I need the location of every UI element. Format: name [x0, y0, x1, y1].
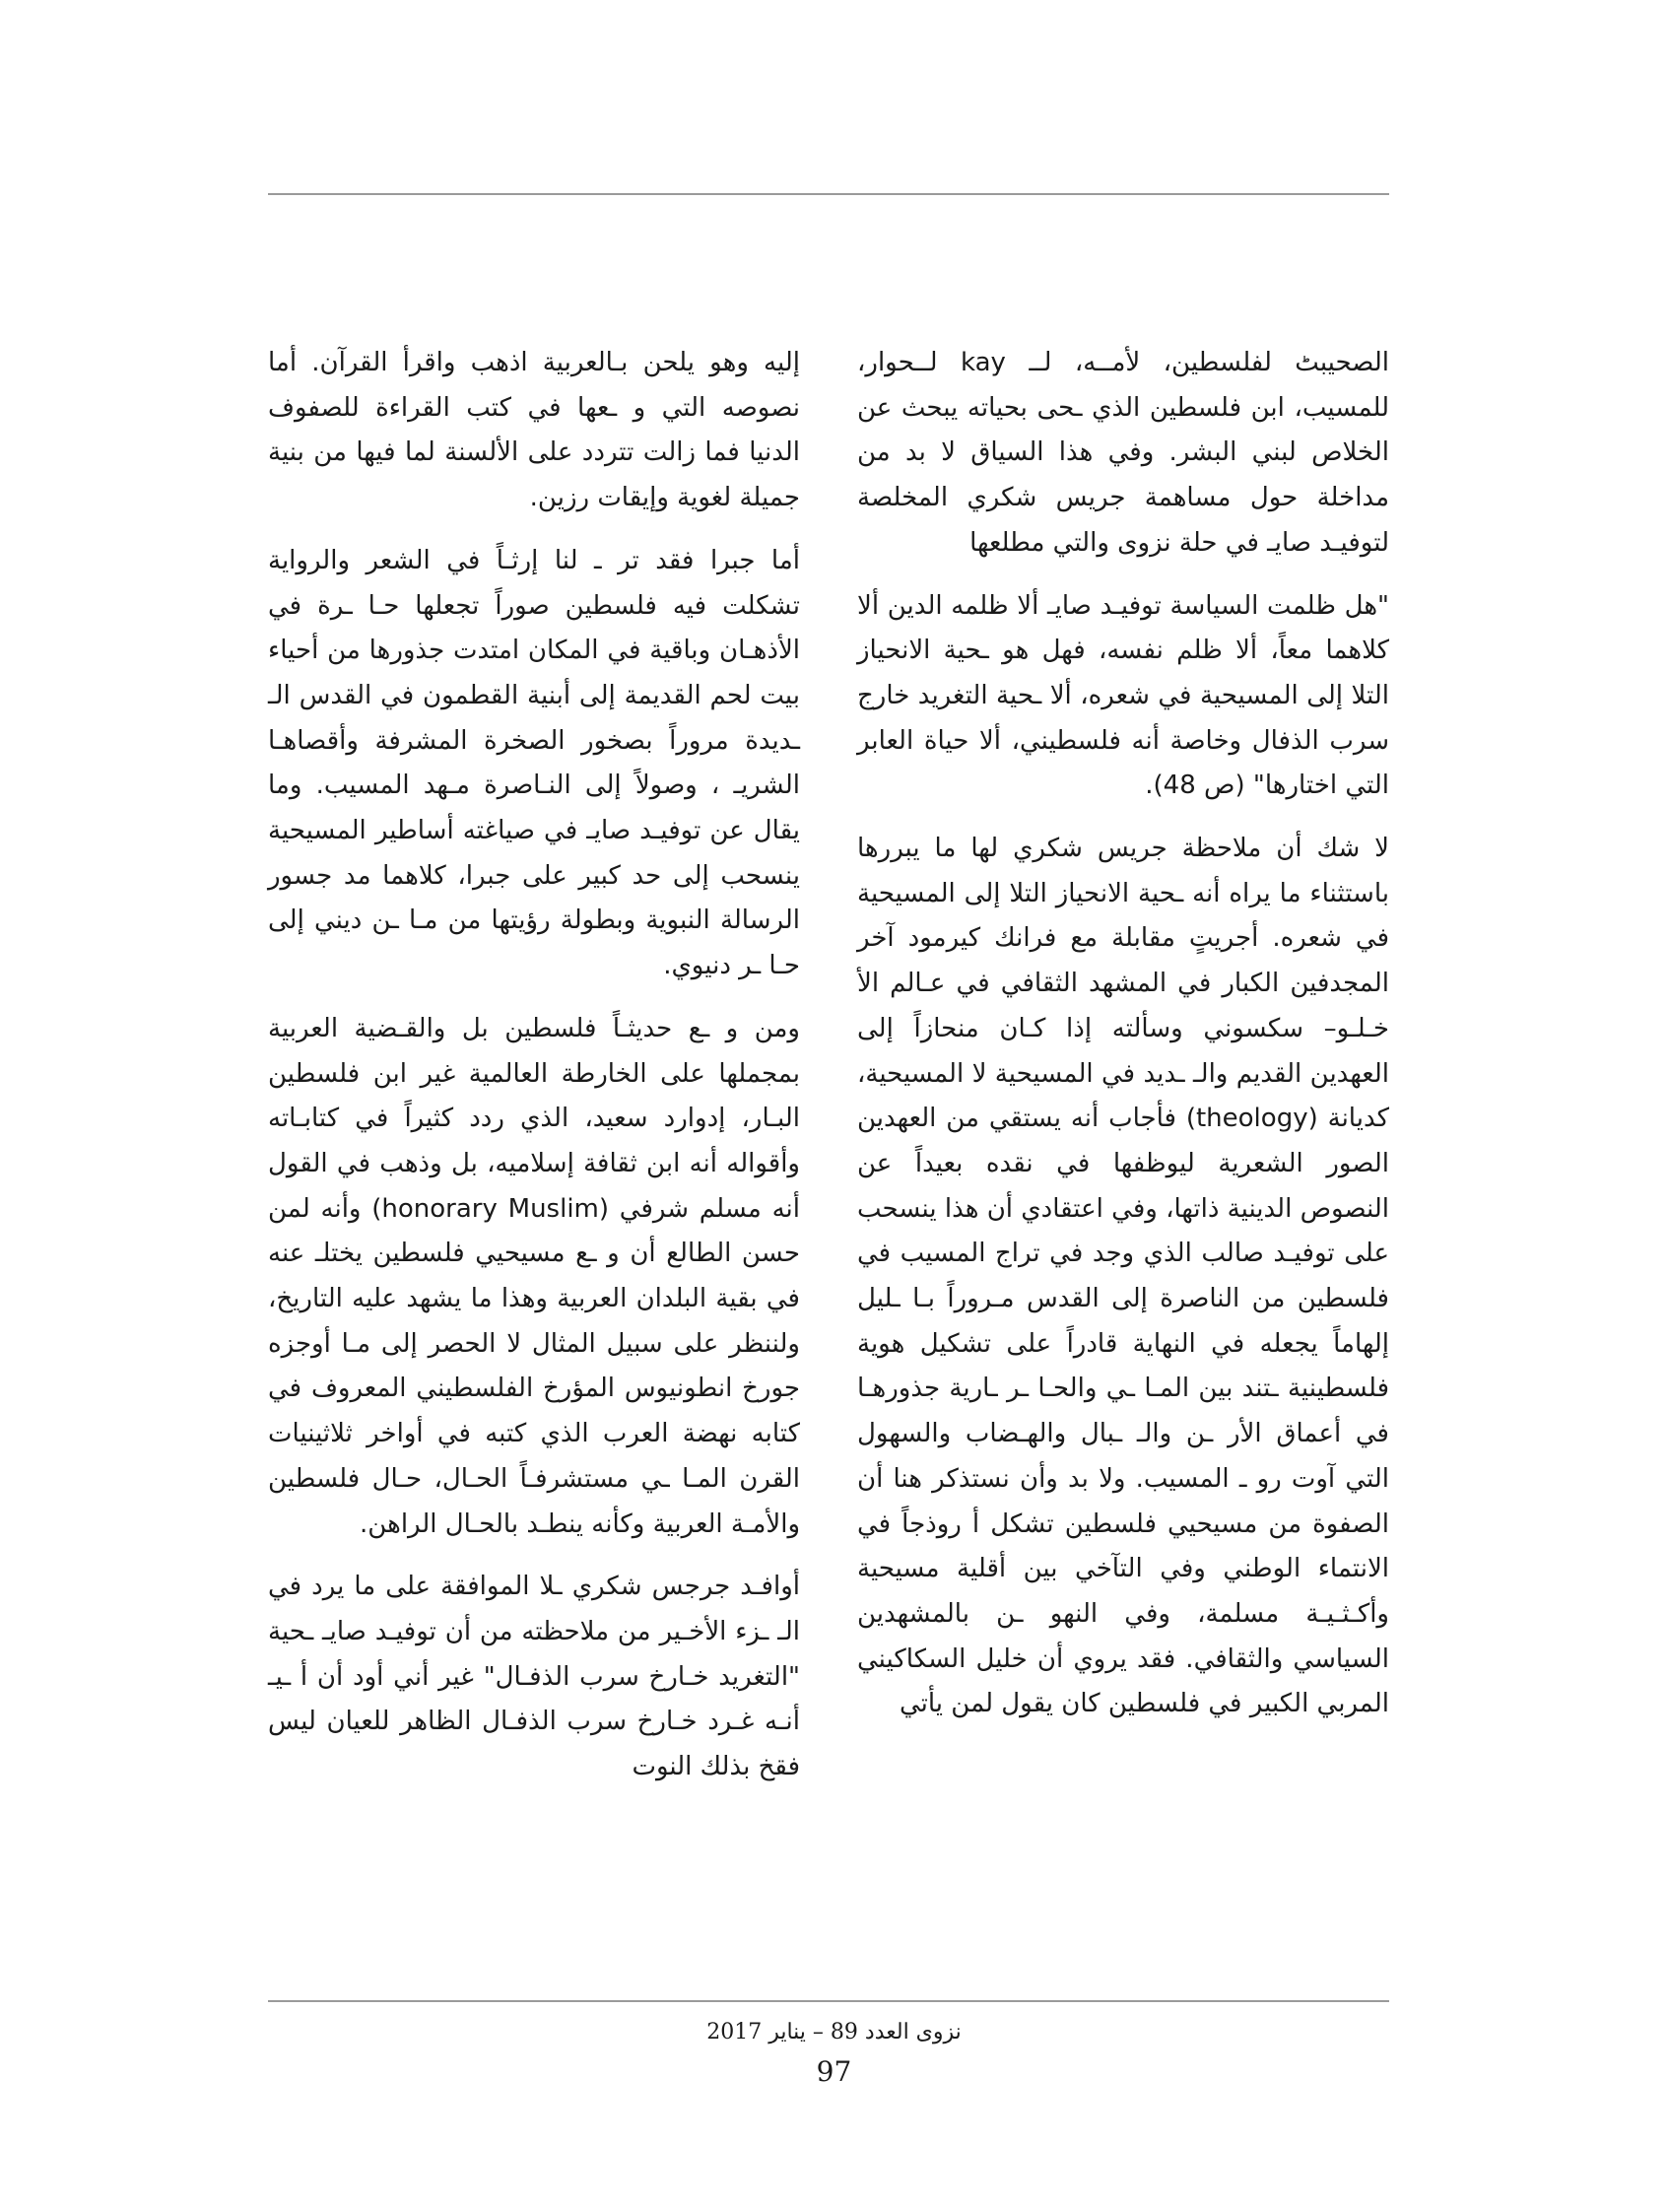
- page-number: 97: [816, 2055, 852, 2088]
- left-column: [268, 341, 800, 1790]
- paragraph-quote: "هل ظلمت السياسة توفيـد صايـ ألا ظلمه الدين ألا كلاهما معاً، ألا ظلم نفسه، فهل هو ـحية الانحياز التلا إلى المسيحية في شعره، ألا ـحية التغريد خارج سرب الذفال وخاصة أنه فلسطيني، ألا حياة العابر التي اختارها" (ص 48).: [857, 590, 1389, 801]
- paragraph: لا شك أن ملاحظة جريس شكري لها ما يبررها باستثناء ما يراه أنه ـحية الانحياز التلا إلى المسيحية في شعره. أجريتٍ مقابلة مع فرانك كيرمود آخر المجدفين الكبار في المشهد الثقافي في عـالم الأ خـلـو– سكسوني وسألته إذا كـان منحازاً إلى العهدين القديم والـ ـديد في المسيحية لا المسيحية، كديانة (theology) فأجاب أنه يستقي من العهدين الصور الشعرية ليوظفها في نقده بعيداً عن النصوص الدينية ذاتها، وفي اعتقادي أن هذا ينسحب على توفيـد صالب الذي وجد في تراج المسيب في فلسطين من الناصرة إلى القدس مـروراً بـا ـليل إلهاماً يجعله في النهاية قادراً على تشكيل هوية فلسطينية ـتند بين المـا ـي والحـا ـر ـارية جذورهـا في أعماق الأر ـن والـ ـبال والهـضاب والسهول التي آوت رو ـ المسيب. ولا بد وأن نستذكر هنا أن الصفوة من مسيحيي فلسطين تشكل أ روذجاً في الانتماء الوطني وفي التآخي بين أقلية مسيحية وأكـثـيـة مسلمة، وفي النهو ـن بالمشهدين السياسي والثقافي. فقد يروي أن خليل السكاكيني المربي الكبير في فلسطين كان يقول لمن يأتي: [857, 834, 1389, 1719]
- paragraph: إليه وهو يلحن بـالعربية اذهب واقرأ القرآن. أما نصوصه التي و ـعها في كتب القراءة للصفوف الدنيا فما زالت تتردد على الألسنة لما فيها من بنية جميلة لغوية وإيقات رزين.: [268, 348, 800, 513]
- paragraph: أوافـد جرجس شكري ـلا الموافقة على ما يرد في الـ ـزء الأخـير من ملاحظته من أن توفيـد صايـ ـحية "التغريد خـارخ سرب الذفـال" غير أني أود أن أ ـيـ أنـه غـرد خـارخ سرب الذفـال الظاهر للعيان ليس فقخ بذلك النوت: [268, 1572, 800, 1782]
- right-column: [857, 341, 1389, 1727]
- paragraph: الصحيبٹ لفلسطين، لأمــه، لــ kay لــحوار، للمسيب، ابن فلسطين الذي ـحى بحياته يبحث عن الخلاص لبني البشر. وفي هذا السياق لا بد من مداخلة حول مساهمة جريس شكري المخلصة لتوفيـد صايـ في حلة نزوى والتي مطلعها: [857, 348, 1389, 558]
- header-rule: [268, 193, 1389, 195]
- paragraph: ومن و ـع حديثـاً فلسطين بل والقـضية العربية بمجملها على الخارطة العالمية غير ابن فلسطين البـار، إدوارد سعيد، الذي ردد كثيراً في كتابـاته وأقواله أنه ابن ثقافة إسلاميه، بل وذهب في القول أنه مسلم شرفي (honorary Muslim) وأنه لمن حسن الطالع أن و ـع مسيحيي فلسطين يختلـ عنه في بقية البلدان العربية وهذا ما يشهد عليه التاريخ، ولننظر على سبيل المثال لا الحصر إلى مـا أوجزه جورخ انطونيوس المؤرخ الفلسطيني المعروف في كتابه نهضة العرب الذي كتبه في أواخر ثلاثينيات القرن المـا ـي مستشرفـاً الحـال، حـال فلسطين والأمـة العربية وكأنه ينطـد بالحـال الراهن.: [268, 1013, 800, 1539]
- footer-rule: [268, 2000, 1389, 2002]
- paragraph: أما جبرا فقد تر ـ لنا إرثـاً في الشعر والرواية تشكلت فيه فلسطين صوراً تجعلها حـا ـرة في الأذهـان وباقية في المكان امتدت جذورها من أحياء بيت لحم القديمة إلى أبنية القطمون في القدس الـ ـديدة مروراً بصخور الصخرة المشرفة وأقصاهـا الشريـ ، وصولاً إلى النـاصرة مـهد المسيب. وما يقال عن توفيـد صايـ في صياغته أساطير المسيحية ينسحب إلى حد كبير على جبرا، كلاهما مد جسور الرسالة النبوية وبطولة رؤيتها من مـا ـن ديني إلى حـا ـر دنيوي.: [268, 545, 800, 981]
- footer-issue-line: نزوى العدد 89 – يناير 2017: [706, 2020, 962, 2044]
